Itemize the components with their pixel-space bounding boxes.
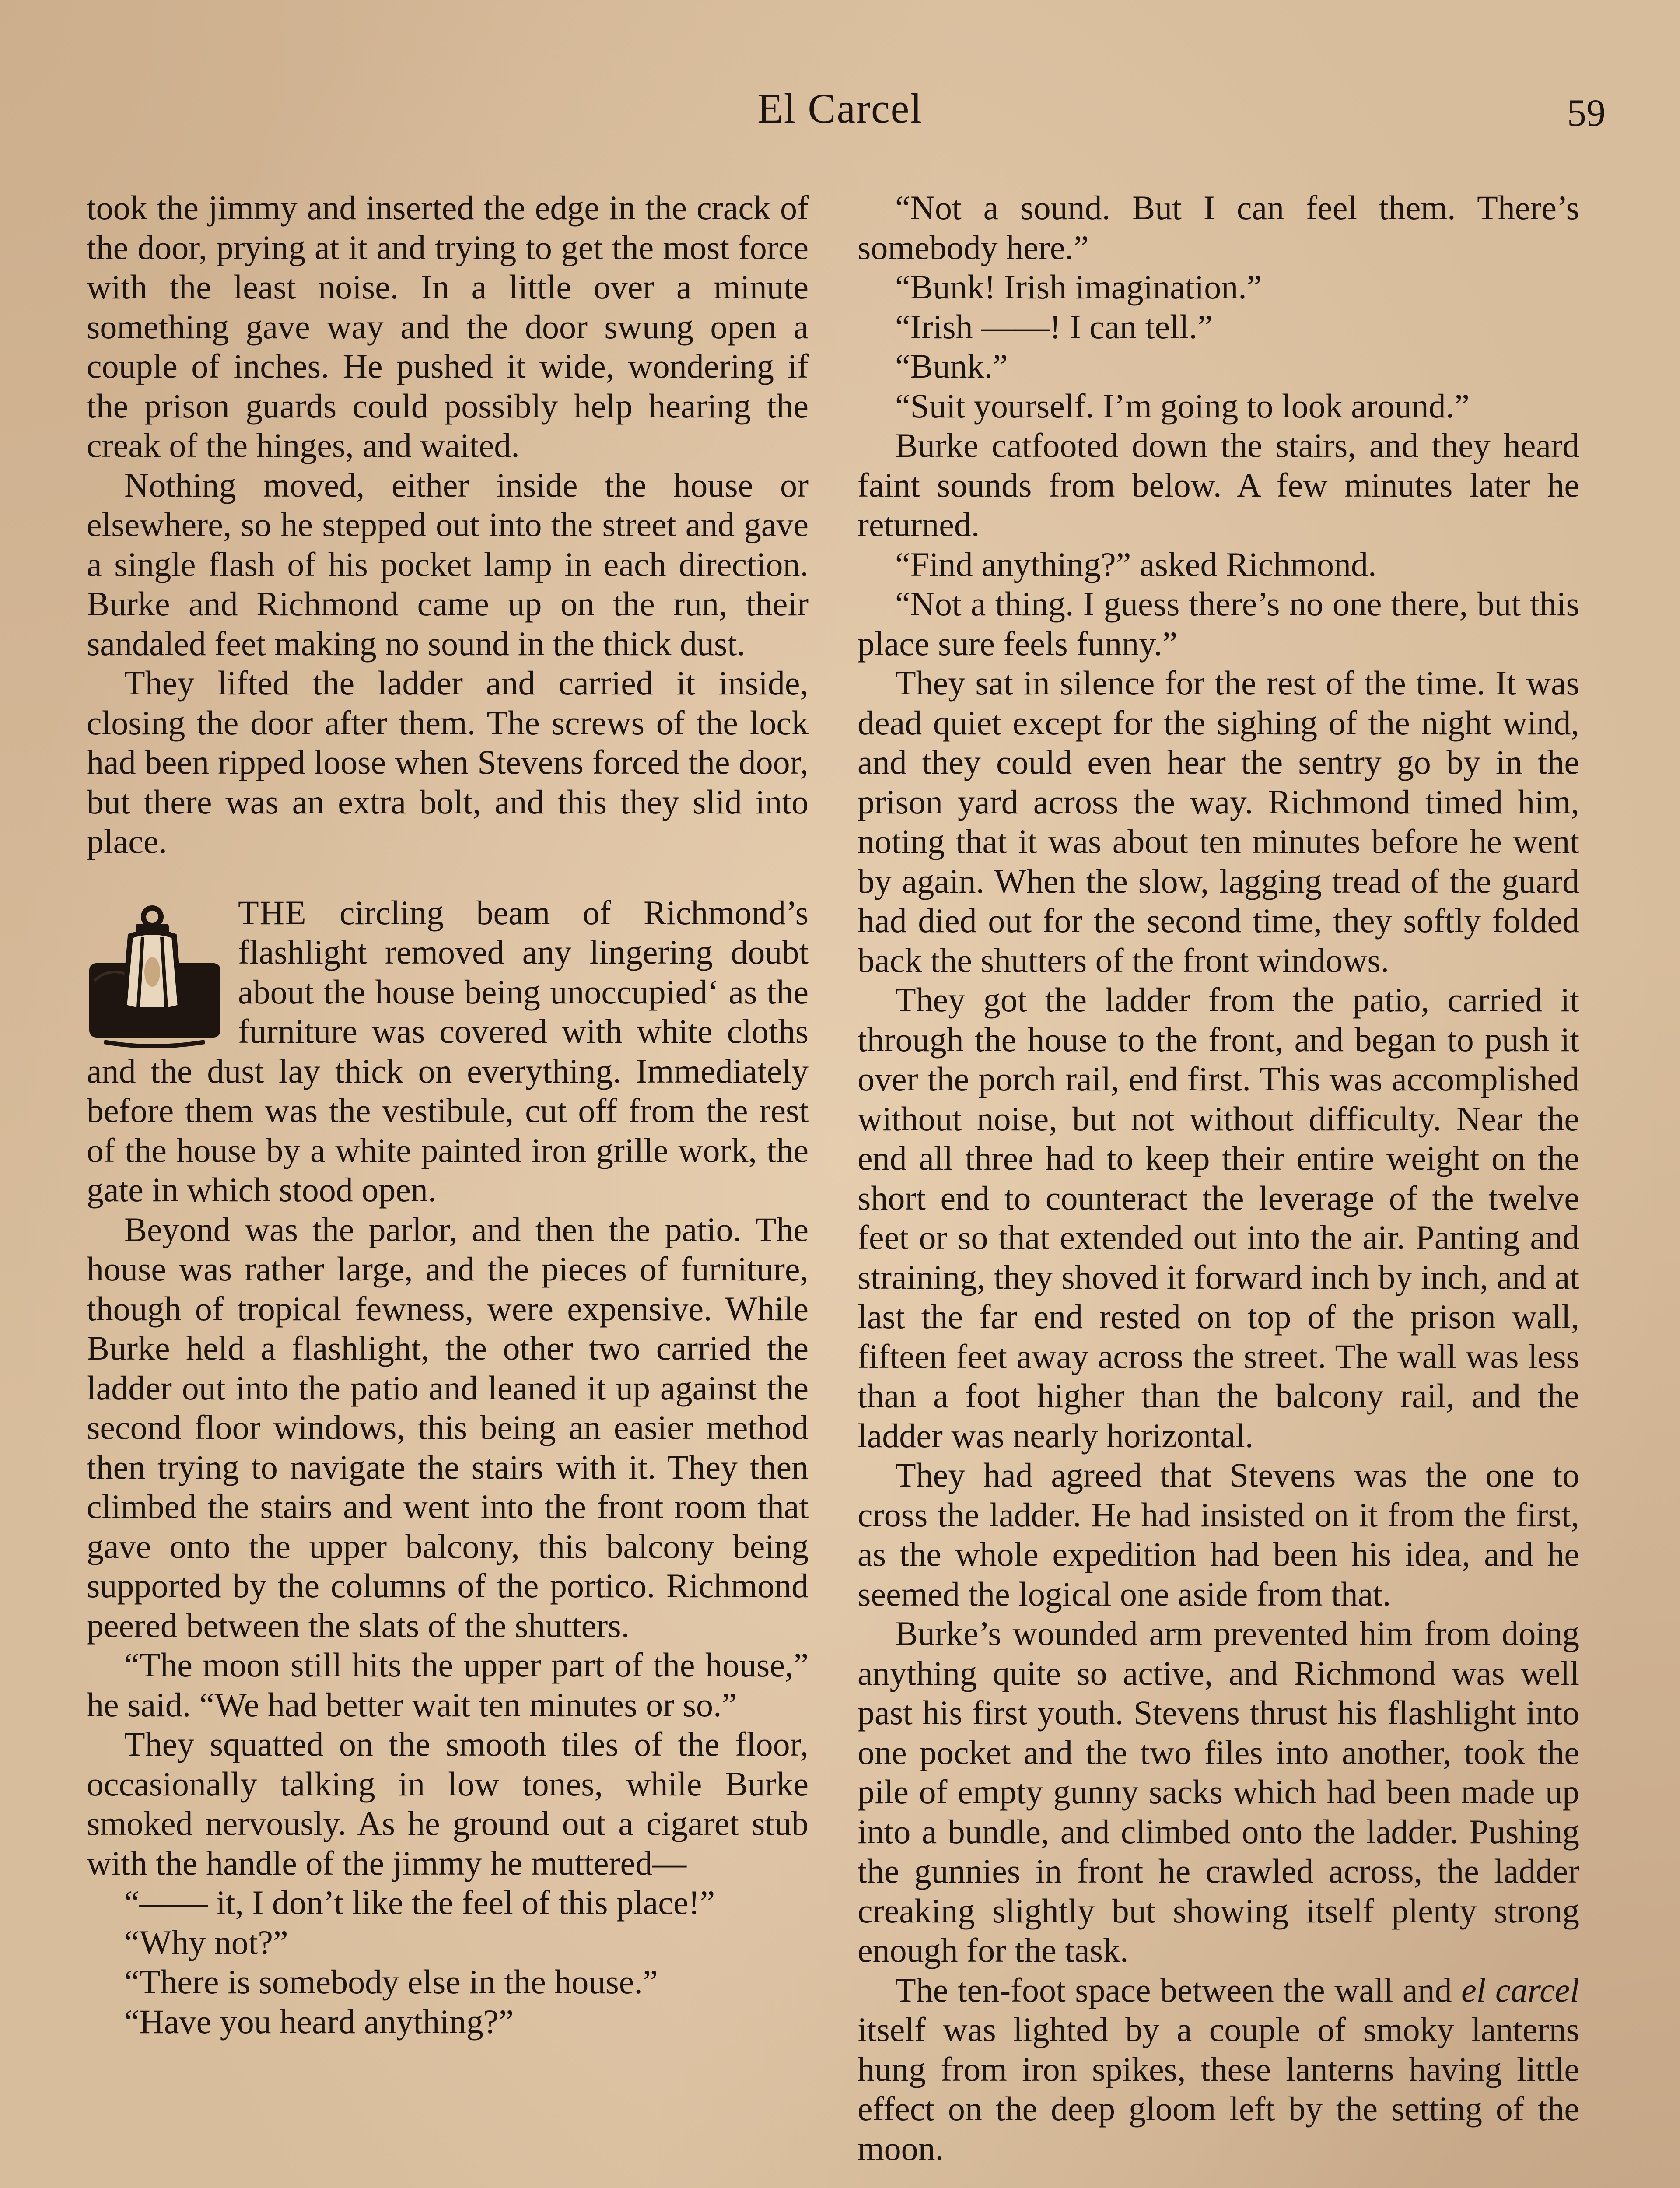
paragraph-text: itself was lighted by a couple of smoky lanterns hung from iron spikes, these lanterns having little effect on the deep gloom left by the setting of the moon.	[858, 2010, 1579, 2167]
paragraph: “Not a thing. I guess there’s no one there, but this place sure feels funny.”	[858, 585, 1579, 663]
paragraph: Burke catfooted down the stairs, and they heard faint sounds from below. A few minutes later he returned.	[858, 426, 1579, 543]
paragraph: “Irish ——! I can tell.”	[895, 307, 1213, 346]
paragraph: “Bunk! Irish imagination.”	[895, 268, 1262, 306]
paragraph	[858, 1971, 1579, 2169]
paragraph: “Find anything?” asked Richmond.	[895, 545, 1377, 583]
paragraph-text: The ten-foot space between the wall and	[895, 1971, 1462, 2009]
paragraph: “Why not?”	[124, 1923, 288, 1961]
paragraph: Beyond was the parlor, and then the patio. The house was rather large, and the pieces of furniture, though of tropical fewness, were expensive. While Burke held a flashlight, the other two carried the ladder out into the patio and leaned it up against the second floor windows, this being an easier method then trying to navigate the stairs with it. They then climbed the stairs and went into the front room that gave onto the upper balcony, this balcony being supported by the columns of the portico. Richmond peered between the slats of the shutters.	[87, 1210, 808, 1645]
paragraph: They had agreed that Stevens was the one to cross the ladder. He had insisted on it from the first, as the whole expedition had been his idea, and he seemed the logical one aside from that.	[858, 1456, 1579, 1613]
paragraph: “Bunk.”	[895, 347, 1008, 385]
section-lead-word: THE	[238, 893, 307, 932]
paragraph: “—— it, I don’t like the feel of this place!”	[124, 1883, 715, 1922]
lantern-icon	[87, 898, 222, 1051]
right-column	[858, 188, 1579, 2168]
paragraph: They sat in silence for the rest of the time. It was dead quiet except for the sighing of the night wind, and they could even hear the sentry go by in the prison yard across the way. Richmond timed him, noting that it was about ten minutes before he went by again. When the slow, lagging tread of the guard had died out for the second time, they softly folded back the shutters of the front windows.	[858, 664, 1579, 979]
paragraph: took the jimmy and inserted the edge in the crack of the door, prying at it and trying to get the most force with the least noise. In a little over a minute something gave way and the door swung open a couple of inches. He pushed it wide, wondering if the prison guards could possibly help hearing the creak of the hinges, and waited.	[87, 189, 808, 464]
paragraph: “Suit yourself. I’m going to look around.”	[895, 386, 1470, 425]
paragraph: They got the ladder from the patio, carried it through the house to the front, and began to push it over the porch rail, end first. This was accomplished without noise, but not without difficulty. Near the end all three had to keep their entire weight on the short end to counteract the leverage of the twelve feet or so that extended out into the air. Panting and straining, they shoved it forward inch by inch, and at last the far end rested on top of the prison wall, fifteen feet away across the street. The wall was less than a foot higher than the balcony rail, and the ladder was nearly horizontal.	[858, 981, 1579, 1455]
paragraph: “The moon still hits the upper part of the house,” he said. “We had better wait ten minutes or so.”	[87, 1646, 808, 1724]
left-column	[87, 188, 808, 2041]
paragraph: They squatted on the smooth tiles of the floor, occasionally talking in low tones, while Burke smoked nervously. As he ground out a cigaret stub with the handle of the jimmy he muttered—	[87, 1725, 808, 1882]
paragraph: “There is somebody else in the house.”	[124, 1963, 658, 2001]
paragraph: “Not a sound. But I can feel them. There’s somebody here.”	[858, 189, 1579, 266]
paragraph: “Have you heard anything?”	[124, 2002, 514, 2041]
paragraph: They lifted the ladder and carried it inside, closing the door after them. The screws of the lock had been ripped loose when Stevens forced the door, but there was an extra bolt, and this they slid into place.	[87, 664, 808, 860]
paragraph-text: circling beam of Richmond’s flashlight removed any lingering doubt about the house being unoccupied‘ as the furniture was covered with white cloths and the dust lay thick on everything. Immediately before them was the vestibule, cut off from the rest of the house by a white painted iron grille work, the gate in which stood open.	[87, 893, 808, 1209]
paragraph: Burke’s wounded arm prevented him from doing anything quite so active, and Richmond was well past his first youth. Stevens thrust his flashlight into one pocket and the two files into another, took the pile of empty gunny sacks which had been made up into a bundle, and climbed onto the ladder. Pushing the gunnies in front he crawled across, the ladder creaking slightly but showing itself plenty strong enough for the task.	[858, 1614, 1579, 1969]
italic-term: el carcel	[1461, 1971, 1579, 2009]
running-header-title: El Carcel	[757, 85, 923, 132]
paragraph: Nothing moved, either inside the house or elsewhere, so he stepped out into the street and gave a single flash of his pocket lamp in each direction. Burke and Richmond came up on the run, their sandaled feet making no sound in the thick dust.	[87, 466, 808, 663]
page-number: 59	[1567, 92, 1606, 134]
section-opening	[87, 893, 808, 1210]
